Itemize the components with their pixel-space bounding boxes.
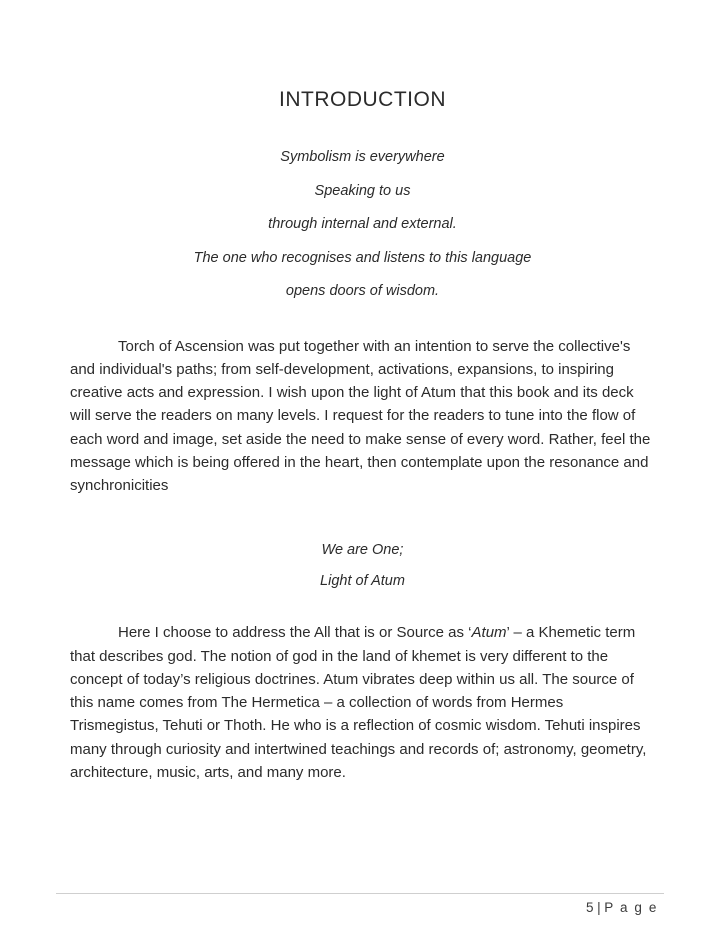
verse-line: We are One;: [321, 542, 404, 559]
paragraph-two-text-start: Here I choose to address the All that is or Source as ‘: [118, 624, 472, 642]
verse-line: opens doors of wisdom.: [285, 283, 440, 299]
footer-divider: [56, 893, 664, 894]
verse-line: through internal and external.: [268, 216, 457, 232]
verse-line: The one who recognises and listens to this language: [193, 249, 532, 266]
verse-line: Speaking to us: [314, 182, 411, 199]
paragraph-two-emphasis: Atum: [471, 624, 507, 642]
paragraph-one-text: Torch of Ascension was put together with an intention to serve the collective's and individual's paths; from self-development, activations, expansions, to inspiring creative acts and expression. I wish upon the light of Atum that this book and its deck will serve the readers on many levels. I request for the readers to tune into the flow of each word and image, set aside the need to make sense of every word. Rather, feel the message which is being offered in the heart, then contemplate upon the resonance and synchronicities: [70, 337, 651, 494]
middle-verse: [70, 543, 655, 588]
body-paragraph-two: [70, 621, 655, 784]
verse-line: Light of Atum: [320, 572, 405, 589]
page-content: [70, 0, 655, 784]
page-footer: [586, 900, 658, 915]
footer-separator: |: [597, 900, 603, 915]
footer-page-label: P a g e: [604, 900, 658, 915]
body-paragraph-one: [70, 335, 655, 498]
page-title: INTRODUCTION: [279, 88, 446, 111]
verse-line: Symbolism is everywhere: [280, 149, 445, 165]
footer-page-number: 5: [586, 900, 596, 915]
paragraph-two-text-end: ’ – a Khemetic term that describes god. The notion of god in the land of khemet is very different to the concept of today’s religious doctrines. Atum vibrates deep within us all. The source of this name comes from The Hermetica – a collection of words from Hermes Trismegistus, Tehuti or Thoth. He who is a reflection of cosmic wisdom. Tehuti inspires many through curiosity and intertwined teachings and records of; astronomy, geometry, architecture, music, arts, and many more.: [70, 624, 647, 781]
opening-verse: [70, 150, 655, 299]
